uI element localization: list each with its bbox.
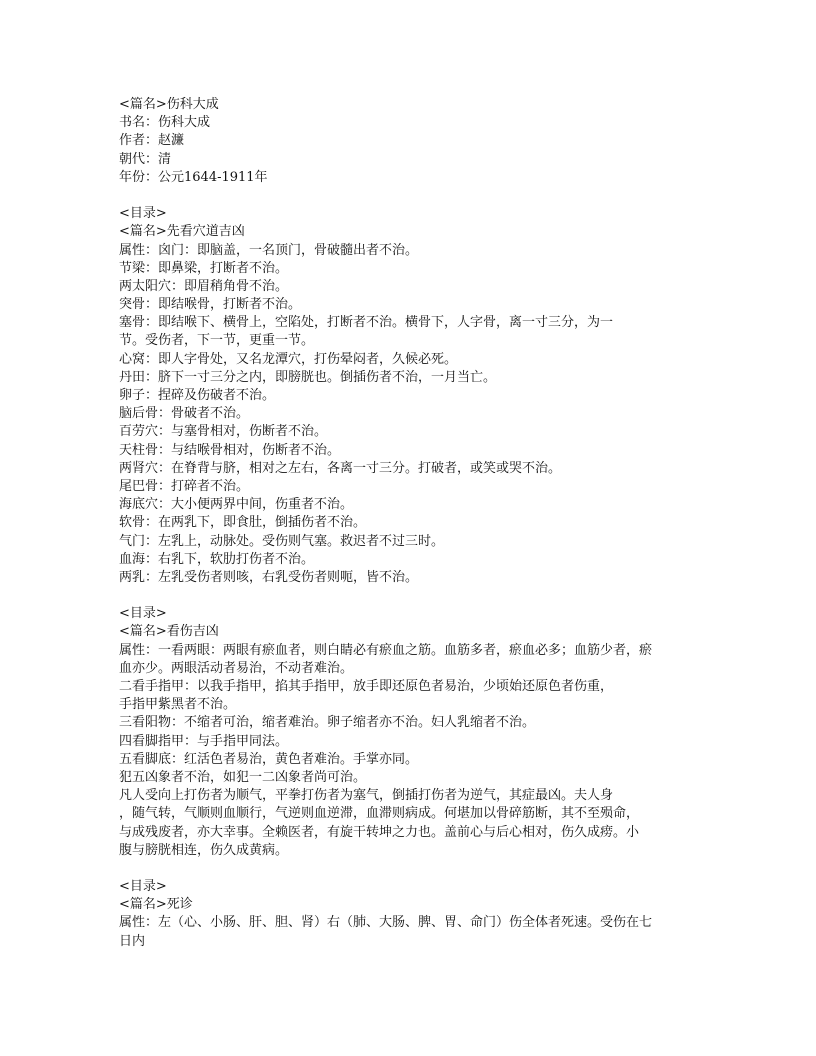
text-line: 手指甲紫黑者不治。 bbox=[119, 697, 237, 713]
text-line: 气门：左乳上，动脉处。受伤则气塞。救迟者不过三时。 bbox=[119, 533, 445, 549]
text-line: 两肾穴：在脊背与脐，相对之左右，各离一寸三分。打破者，或笑或哭不治。 bbox=[119, 460, 562, 476]
text-line: 日内 bbox=[119, 933, 146, 949]
text-line: 五看脚底：红活色者易治，黄色者难治。手掌亦同。 bbox=[119, 751, 419, 767]
text-line: 百劳穴：与塞骨相对，伤断者不治。 bbox=[119, 424, 328, 440]
section-3 bbox=[119, 878, 709, 951]
section-title: <篇名>看伤吉凶 bbox=[119, 624, 219, 640]
blank-line bbox=[119, 187, 709, 205]
text-line: 塞骨：即结喉下、横骨上，空陷处，打断者不治。横骨下，人字骨，离一寸三分，为一 bbox=[119, 315, 614, 331]
section-title: <篇名>先看穴道吉凶 bbox=[119, 224, 245, 240]
text-line: 丹田：脐下一寸三分之内，即膀胱也。倒插伤者不治，一月当亡。 bbox=[119, 369, 497, 385]
text-line: 腹与膀胱相连，伤久成黄病。 bbox=[119, 842, 289, 858]
text-line: 心窝：即人字骨处，又名龙潭穴，打伤晕闷者，久候必死。 bbox=[119, 351, 458, 367]
text-line: 与成残废者，亦大幸事。全赖医者，有旋干转坤之力也。盖前心与后心相对，伤久成痨。小 bbox=[119, 824, 640, 840]
text-line: 节。受伤者，下一节，更重一节。 bbox=[119, 333, 315, 349]
section-2 bbox=[119, 605, 709, 860]
header-dynasty: 朝代：清 bbox=[119, 151, 172, 167]
text-line: 血海：右乳下，软肋打伤者不治。 bbox=[119, 551, 315, 567]
toc-marker: <目录> bbox=[119, 206, 167, 222]
text-line: 凡人受向上打伤者为顺气，平拳打伤者为塞气，倒插打伤者为逆气，其症最凶。夫人身 bbox=[119, 788, 614, 804]
section-title: <篇名>死诊 bbox=[119, 897, 193, 913]
text-line: 属性：左（心、小肠、肝、胆、肾）右（肺、大肠、脾、胃、命门）伤全体者死速。受伤在七 bbox=[119, 915, 653, 931]
text-line: 软骨：在两乳下，即食肚，倒插伤者不治。 bbox=[119, 515, 367, 531]
text-line: 两太阳穴：即眉稍角骨不治。 bbox=[119, 278, 289, 294]
text-line: 二看手指甲：以我手指甲，掐其手指甲，放手即还原色者易治，少顷始还原色者伤重， bbox=[119, 679, 614, 694]
text-line: 四看脚指甲：与手指甲同法。 bbox=[119, 733, 289, 749]
book-header bbox=[119, 96, 709, 187]
toc-marker: <目录> bbox=[119, 606, 167, 622]
header-chapter-title: <篇名>伤科大成 bbox=[119, 97, 219, 112]
text-line: 节梁：即鼻梁，打断者不治。 bbox=[119, 260, 289, 276]
sections-container bbox=[119, 187, 709, 951]
text-line: 血亦少。两眼活动者易治，不动者难治。 bbox=[119, 660, 354, 676]
text-line: 脑后骨：骨破者不治。 bbox=[119, 406, 250, 422]
section-1 bbox=[119, 205, 709, 587]
header-year: 年份：公元1644-1911年 bbox=[119, 169, 268, 185]
text-line: 尾巴骨：打碎者不治。 bbox=[119, 478, 250, 494]
text-line: ，随气转，气顺则血顺行，气逆则血逆滞，血滞则病成。何堪加以骨碎筋断，其不至殒命， bbox=[119, 806, 640, 822]
blank-line bbox=[119, 860, 709, 878]
text-line: 属性：一看两眼：两眼有瘀血者，则白睛必有瘀血之筋。血筋多者，瘀血必多；血筋少者，瘀 bbox=[119, 642, 653, 658]
toc-marker: <目录> bbox=[119, 879, 167, 895]
text-line: 天柱骨：与结喉骨相对，伤断者不治。 bbox=[119, 442, 341, 458]
document-page bbox=[119, 96, 709, 951]
text-line: 属性：囟门：即脑盖，一名顶门，骨破髓出者不治。 bbox=[119, 242, 419, 258]
text-line: 三看阳物：不缩者可治，缩者难治。卵子缩者亦不治。妇人乳缩者不治。 bbox=[119, 715, 536, 731]
header-book-name: 书名：伤科大成 bbox=[119, 115, 211, 131]
text-line: 两乳：左乳受伤者则咳，右乳受伤者则呃，皆不治。 bbox=[119, 569, 419, 585]
text-line: 突骨：即结喉骨，打断者不治。 bbox=[119, 297, 302, 313]
text-line: 海底穴：大小便两界中间，伤重者不治。 bbox=[119, 497, 354, 513]
blank-line bbox=[119, 587, 709, 605]
text-line: 犯五凶象者不治，如犯一二凶象者尚可治。 bbox=[119, 769, 367, 785]
header-author: 作者：赵濂 bbox=[119, 133, 185, 149]
text-line: 卵子：捏碎及伤破者不治。 bbox=[119, 388, 276, 403]
